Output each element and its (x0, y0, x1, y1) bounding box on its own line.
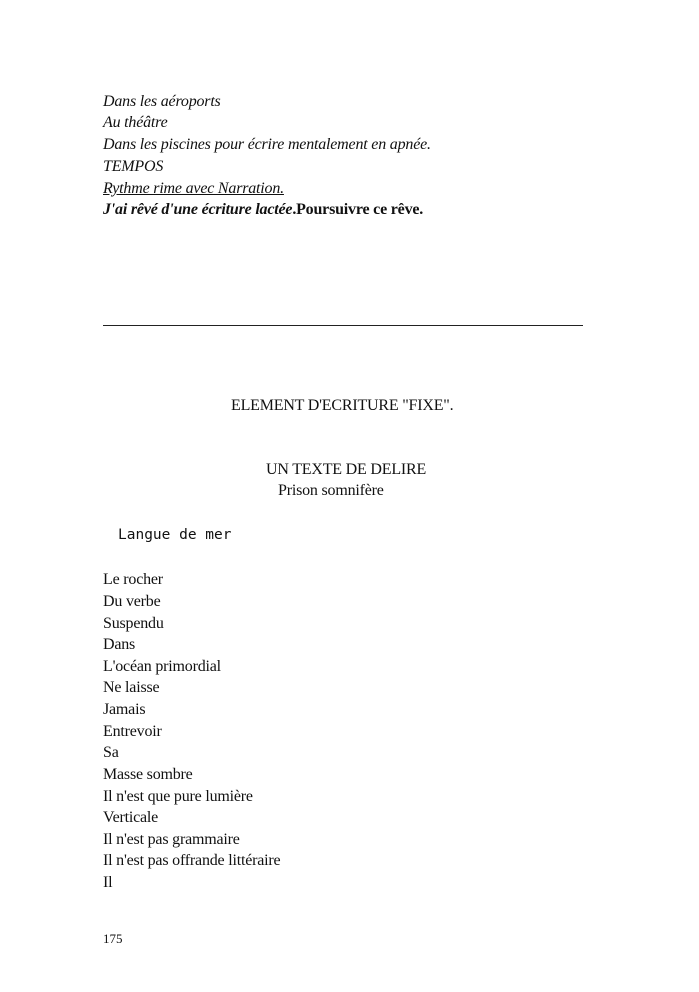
poem-line: Dans (103, 636, 136, 653)
poem-line: Masse sombre (103, 766, 193, 783)
poem-line: Verticale (103, 809, 159, 826)
poem-line: Sa (103, 744, 119, 761)
section-title: ELEMENT D'ECRITURE "FIXE". (231, 397, 454, 414)
horizontal-rule (103, 325, 583, 326)
poem-line: Le rocher (103, 571, 163, 588)
text-line: Au théâtre (103, 114, 168, 131)
poem-line: Suspendu (103, 615, 164, 632)
text-line: TEMPOS (103, 158, 164, 175)
text-title: UN TEXTE DE DELIRE (266, 461, 427, 478)
text-subtitle: Prison somnifère (278, 482, 384, 499)
poem-line: Il (103, 874, 113, 891)
mono-title: Langue de mer (118, 527, 232, 543)
text-line: Dans les aéroports (103, 93, 221, 110)
bold-phrase: .Poursuivre ce rêve. (292, 201, 424, 218)
poem-line: Entrevoir (103, 723, 162, 740)
poem-line: Il n'est pas grammaire (103, 831, 240, 848)
underlined-text-line: Rythme rime avec Narration. (103, 180, 284, 197)
poem-line: Du verbe (103, 593, 161, 610)
text-line: Dans les piscines pour écrire mentalement en apnée. (103, 136, 431, 153)
bold-text-line (103, 199, 423, 220)
poem-line: L'océan primordial (103, 658, 221, 675)
poem-line: Il n'est que pure lumière (103, 788, 253, 805)
poem-line: Il n'est pas offrande littéraire (103, 852, 281, 869)
poem-line: Jamais (103, 701, 146, 718)
page-number: 175 (103, 931, 123, 946)
bold-italic-phrase: J'ai rêvé d'une écriture lactée (103, 201, 293, 218)
poem-line: Ne laisse (103, 679, 160, 696)
